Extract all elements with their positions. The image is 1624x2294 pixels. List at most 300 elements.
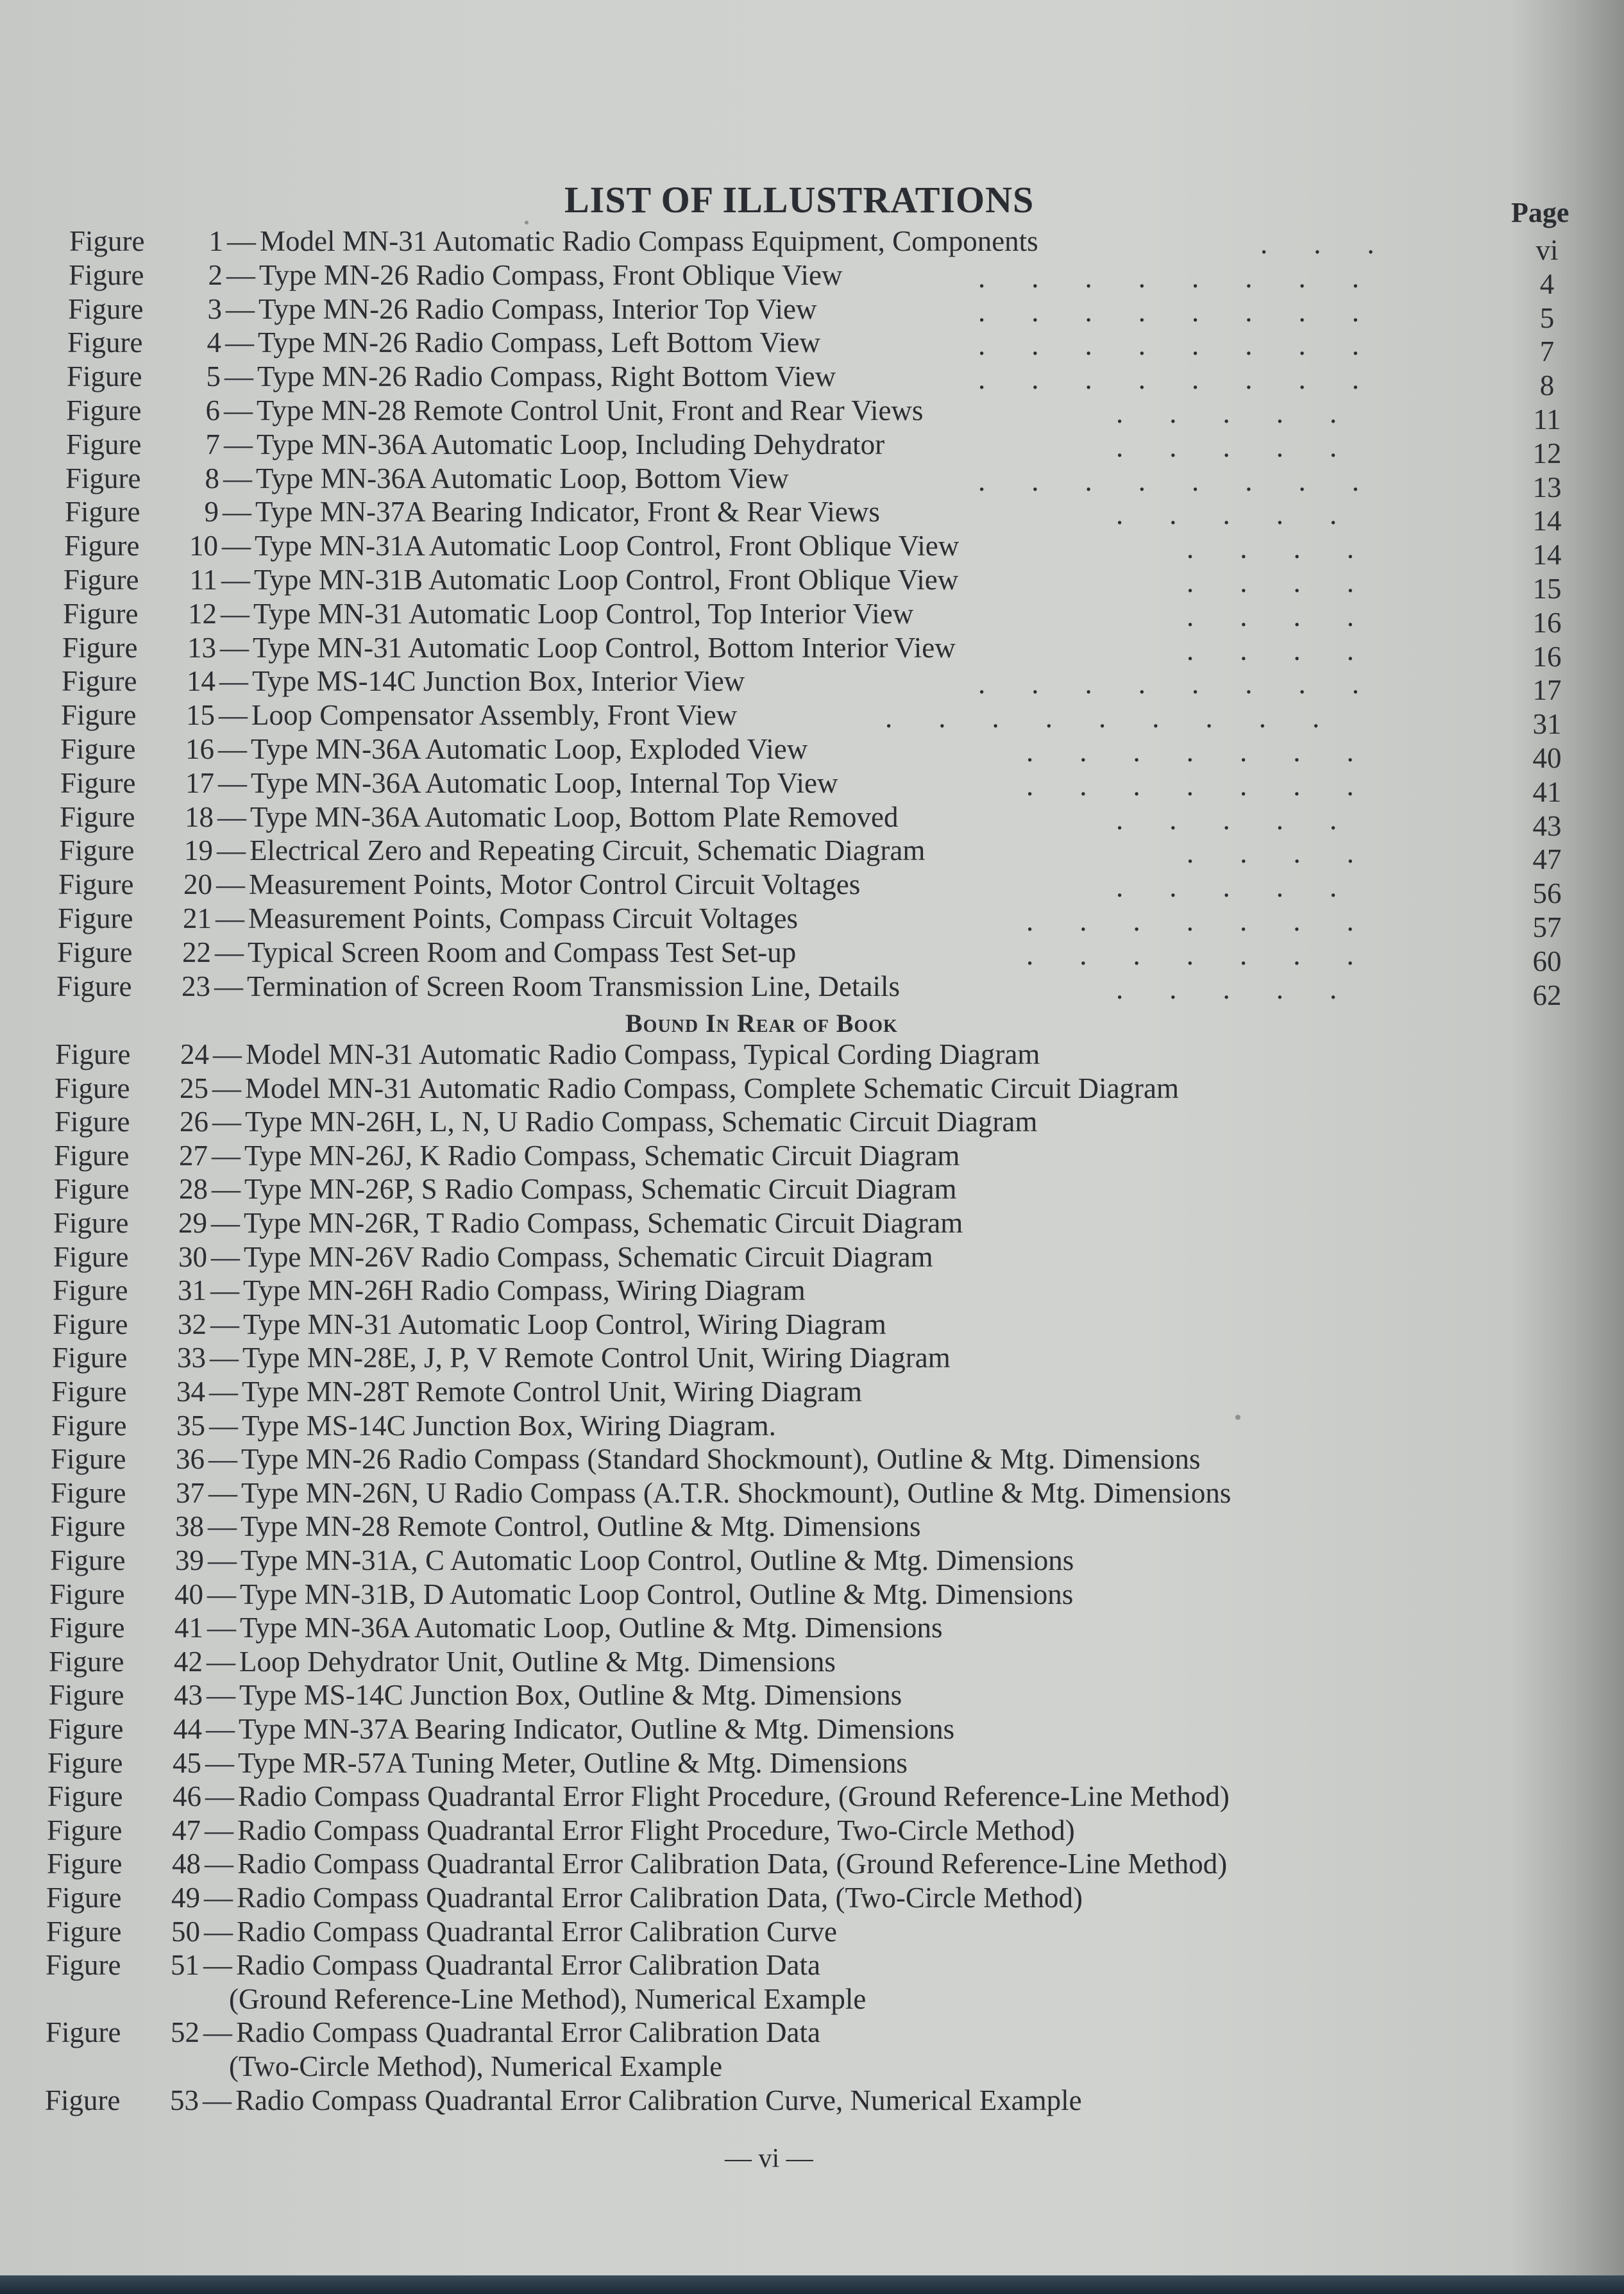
figure-caption: Type MN-31B, D Automatic Loop Control, Outline & Mtg. Dimensions <box>240 1578 1074 1610</box>
figure-number: 9 <box>204 496 219 528</box>
em-dash: — <box>216 902 244 934</box>
page-number: 16 <box>1532 607 1562 639</box>
figure-number: 15 <box>186 699 215 731</box>
figure-row <box>67 326 820 359</box>
figure-row <box>63 563 958 596</box>
dot-leader: .... <box>1187 600 1400 632</box>
dot-leader: ..... <box>1116 431 1383 463</box>
figure-caption: Type MN-31 Automatic Loop Control, Top Interior View <box>253 598 914 630</box>
figure-row <box>62 664 745 698</box>
figure-number: 18 <box>185 801 214 833</box>
page-number: 57 <box>1532 911 1562 943</box>
figure-row <box>65 495 880 528</box>
figure-number: 38 <box>175 1510 204 1542</box>
figure-number: 33 <box>177 1342 206 1374</box>
figure-label: Figure <box>57 936 133 968</box>
figure-caption: Type MN-28 Remote Control, Outline & Mtg. Dimensions <box>241 1510 921 1542</box>
figure-row <box>54 1172 956 1206</box>
figure-number: 23 <box>182 970 210 1002</box>
dot-leader: ....... <box>1026 905 1400 937</box>
figure-label: Figure <box>53 1308 128 1340</box>
figure-caption: Radio Compass Quadrantal Error Flight Procedure, (Ground Reference-Line Method) <box>238 1780 1230 1812</box>
figure-number: 48 <box>172 1848 201 1880</box>
page-bottom-edge <box>0 2275 1624 2294</box>
figure-caption-continuation: (Two-Circle Method), Numerical Example <box>229 2050 723 2082</box>
figure-row <box>46 2016 820 2049</box>
em-dash: — <box>214 970 243 1002</box>
figure-label: Figure <box>46 2016 121 2048</box>
figure-row <box>52 1341 951 1374</box>
figure-label: Figure <box>53 1274 128 1306</box>
figure-row <box>45 2084 1082 2117</box>
figure-label: Figure <box>66 394 142 426</box>
figure-row <box>49 1645 836 1678</box>
figure-label: Figure <box>67 360 142 392</box>
figure-number: 37 <box>176 1477 205 1509</box>
figure-number: 46 <box>173 1780 201 1812</box>
page-number: 11 <box>1533 403 1561 435</box>
dot-leader: ..... <box>1116 498 1383 530</box>
figure-caption: Radio Compass Quadrantal Error Calibration Data <box>236 1949 821 1981</box>
figure-row <box>53 1206 963 1240</box>
figure-label: Figure <box>65 462 141 494</box>
figure-number: 49 <box>171 1882 200 1914</box>
figure-label: Figure <box>47 1848 123 1880</box>
em-dash: — <box>216 868 245 900</box>
figure-row <box>60 800 899 834</box>
figure-number: 11 <box>189 564 217 596</box>
figure-number: 40 <box>174 1578 203 1610</box>
figure-caption: Type MN-36A Automatic Loop, Bottom View <box>256 462 789 494</box>
figure-caption: Type MN-26R, T Radio Compass, Schematic Circuit Diagram <box>244 1207 963 1239</box>
figure-row <box>53 1308 886 1341</box>
em-dash: — <box>211 1207 240 1239</box>
em-dash: — <box>212 1072 241 1104</box>
figure-row <box>60 732 808 766</box>
figure-row <box>51 1375 862 1408</box>
figure-caption-continuation: (Ground Reference-Line Method), Numerical Example <box>229 1983 867 2015</box>
figure-label: Figure <box>60 801 135 833</box>
figure-label: Figure <box>58 868 134 900</box>
em-dash: — <box>204 1882 233 1914</box>
figure-caption: Radio Compass Quadrantal Error Calibration Curve, Numerical Example <box>235 2084 1082 2116</box>
section-header: Bound In Rear of Book <box>625 1009 898 1038</box>
figure-caption: Type MN-26N, U Radio Compass (A.T.R. Shockmount), Outline & Mtg. Dimensions <box>241 1477 1231 1509</box>
figure-caption: Loop Compensator Assembly, Front View <box>251 699 738 731</box>
figure-row <box>68 292 817 326</box>
figure-label: Figure <box>58 902 133 934</box>
em-dash: — <box>223 462 252 494</box>
em-dash: — <box>212 1140 241 1172</box>
page-number: 7 <box>1539 335 1555 367</box>
dot-leader: .... <box>1187 566 1400 598</box>
em-dash: — <box>207 1578 236 1610</box>
page-number: 5 <box>1539 302 1555 334</box>
figure-number: 42 <box>174 1646 203 1678</box>
page-title: LIST OF ILLUSTRATIONS <box>564 179 1035 221</box>
em-dash: — <box>221 598 250 630</box>
figure-label: Figure <box>49 1646 124 1678</box>
figure-caption: Type MN-26 Radio Compass, Front Oblique View <box>259 259 843 291</box>
figure-label: Figure <box>53 1241 129 1273</box>
figure-caption: Type MN-26P, S Radio Compass, Schematic Circuit Diagram <box>244 1173 957 1205</box>
dot-leader: ....... <box>1026 736 1400 768</box>
figure-label: Figure <box>62 665 137 697</box>
page-number: 56 <box>1532 877 1562 909</box>
figure-caption: Type MS-14C Junction Box, Outline & Mtg. Dimensions <box>239 1679 902 1711</box>
figure-label: Figure <box>51 1443 126 1475</box>
page-number: 47 <box>1532 843 1562 875</box>
figure-label: Figure <box>64 530 140 562</box>
figure-caption: Type MN-26J, K Radio Compass, Schematic Circuit Diagram <box>244 1140 960 1172</box>
em-dash: — <box>205 1780 234 1812</box>
em-dash: — <box>224 394 253 426</box>
page-number: 40 <box>1532 742 1562 774</box>
dot-leader: ... <box>1260 228 1421 260</box>
figure-number: 12 <box>188 598 217 630</box>
figure-number: 2 <box>208 259 223 291</box>
figure-row <box>66 394 923 427</box>
figure-label: Figure <box>60 733 136 765</box>
figure-caption: Type MN-36A Automatic Loop, Internal Top View <box>251 767 838 799</box>
figure-label: Figure <box>52 1342 128 1374</box>
figure-caption: Radio Compass Quadrantal Error Calibration Data, (Two-Circle Method) <box>237 1882 1083 1914</box>
figure-number: 22 <box>182 936 211 968</box>
em-dash: — <box>215 936 244 968</box>
figure-caption: Electrical Zero and Repeating Circuit, Schematic Diagram <box>250 834 926 866</box>
dot-leader: ..... <box>1116 871 1383 903</box>
figure-caption: Radio Compass Quadrantal Error Calibration Curve <box>237 1916 838 1948</box>
em-dash: — <box>208 1544 237 1576</box>
figure-number: 47 <box>172 1814 201 1846</box>
figure-row <box>58 902 798 935</box>
figure-row <box>55 1105 1037 1138</box>
figure-label: Figure <box>51 1477 126 1509</box>
figure-number: 43 <box>174 1679 203 1711</box>
em-dash: — <box>218 767 247 799</box>
figure-number: 4 <box>207 326 221 358</box>
em-dash: — <box>223 496 251 528</box>
em-dash: — <box>227 225 256 257</box>
figure-row <box>49 1611 943 1644</box>
page-number: 8 <box>1539 369 1555 401</box>
page-number: 13 <box>1532 471 1562 503</box>
figure-number: 31 <box>178 1274 207 1306</box>
figure-number: 6 <box>205 394 220 426</box>
figure-label: Figure <box>62 632 138 664</box>
dot-leader: ......... <box>885 702 1366 734</box>
figure-caption: Type MN-31B Automatic Loop Control, Front Oblique View <box>254 564 959 596</box>
em-dash: — <box>212 1106 241 1138</box>
em-dash: — <box>208 1477 237 1509</box>
figure-row <box>59 834 925 867</box>
page-number: 41 <box>1532 776 1562 808</box>
figure-row <box>62 631 956 664</box>
figure-row <box>63 597 913 630</box>
em-dash: — <box>205 1848 233 1880</box>
figure-label: Figure <box>48 1713 124 1745</box>
dot-leader: ....... <box>1026 770 1400 802</box>
figure-number: 17 <box>185 767 214 799</box>
em-dash: — <box>212 1173 241 1205</box>
em-dash: — <box>210 1274 239 1306</box>
figure-number: 36 <box>176 1443 205 1475</box>
figure-number: 45 <box>173 1747 201 1779</box>
em-dash: — <box>217 801 246 833</box>
figure-row <box>50 1544 1074 1577</box>
em-dash: — <box>207 1679 235 1711</box>
figure-label: Figure <box>53 1207 129 1239</box>
figure-number: 52 <box>171 2016 199 2048</box>
figure-caption: Type MN-28T Remote Control Unit, Wiring Diagram <box>242 1376 862 1408</box>
figure-caption: Type MN-26 Radio Compass, Left Bottom View <box>258 326 820 358</box>
figure-caption: Radio Compass Quadrantal Error Flight Procedure, Two-Circle Method) <box>237 1814 1075 1846</box>
figure-label: Figure <box>66 428 142 460</box>
figure-label: Figure <box>47 1814 123 1846</box>
em-dash: — <box>219 665 248 697</box>
dot-leader: ....... <box>1026 939 1400 971</box>
figure-row <box>47 1814 1075 1847</box>
figure-caption: Termination of Screen Room Transmission Line, Details <box>247 970 900 1002</box>
figure-caption: Type MN-26V Radio Compass, Schematic Circuit Diagram <box>244 1241 933 1273</box>
page-number: 60 <box>1532 945 1562 977</box>
page-number: 15 <box>1532 573 1562 605</box>
em-dash: — <box>211 1241 240 1273</box>
dot-leader: .... <box>1187 532 1400 564</box>
dot-leader: ........ <box>978 363 1405 395</box>
figure-number: 20 <box>183 868 212 900</box>
page-number: 31 <box>1532 708 1562 740</box>
figure-row <box>47 1847 1227 1880</box>
figure-row <box>54 1139 960 1172</box>
page-number: 16 <box>1532 641 1562 673</box>
figure-label: Figure <box>61 699 137 731</box>
figure-caption: Type MN-36A Automatic Loop, Bottom Plate Removed <box>250 801 899 833</box>
page-number: 43 <box>1532 810 1562 842</box>
em-dash: — <box>210 1308 239 1340</box>
figure-caption: Radio Compass Quadrantal Error Calibration Data <box>236 2016 821 2048</box>
page-number: 14 <box>1532 539 1562 571</box>
figure-caption: Type MN-36A Automatic Loop, Including Dehydrator <box>257 428 885 460</box>
em-dash: — <box>219 699 248 731</box>
figure-row <box>64 529 959 562</box>
paper-spot <box>525 221 529 224</box>
figure-number: 16 <box>185 733 214 765</box>
figure-caption: Type MN-37A Bearing Indicator, Outline & Mtg. Dimensions <box>239 1713 955 1745</box>
figure-caption: Type MN-26H, L, N, U Radio Compass, Schematic Circuit Diagram <box>245 1106 1038 1138</box>
em-dash: — <box>210 1342 239 1374</box>
page-number: vi <box>1535 234 1559 266</box>
figure-label: Figure <box>55 1072 130 1104</box>
paper-spot <box>1235 1415 1240 1420</box>
figure-number: 1 <box>208 225 223 257</box>
figure-row <box>49 1578 1073 1611</box>
em-dash: — <box>224 360 253 392</box>
figure-number: 34 <box>176 1376 205 1408</box>
figure-caption: Type MS-14C Junction Box, Interior View <box>252 665 745 697</box>
figure-row <box>66 428 884 461</box>
figure-row <box>58 868 860 901</box>
figure-caption: Type MN-31A, C Automatic Loop Control, Outline & Mtg. Dimensions <box>241 1544 1074 1576</box>
figure-row <box>55 1038 1040 1071</box>
dot-leader: ..... <box>1116 397 1383 429</box>
em-dash: — <box>221 564 250 596</box>
figure-caption: Type MN-26 Radio Compass, Right Bottom View <box>257 360 836 392</box>
figure-row <box>46 1881 1083 1914</box>
figure-label: Figure <box>56 970 132 1002</box>
figure-label: Figure <box>49 1578 125 1610</box>
figure-caption: Type MN-36A Automatic Loop, Exploded View <box>251 733 808 765</box>
figure-number: 44 <box>173 1713 202 1745</box>
figure-caption: Type MN-36A Automatic Loop, Outline & Mtg. Dimensions <box>240 1612 943 1644</box>
dot-leader: .... <box>1187 634 1400 666</box>
em-dash: — <box>208 1443 237 1475</box>
figure-number: 35 <box>176 1410 205 1442</box>
figure-number: 41 <box>174 1612 203 1644</box>
figure-number: 13 <box>187 632 216 664</box>
em-dash: — <box>226 259 255 291</box>
page-column-header: Page <box>1511 197 1569 228</box>
em-dash: — <box>203 2084 232 2116</box>
page-number: 62 <box>1532 979 1562 1011</box>
em-dash: — <box>220 632 249 664</box>
em-dash: — <box>224 428 253 460</box>
figure-caption: Typical Screen Room and Compass Test Set-up <box>248 936 797 968</box>
page-number-footer: — vi — <box>725 2144 813 2173</box>
figure-row <box>57 936 796 969</box>
figure-label: Figure <box>63 598 139 630</box>
figure-label: Figure <box>68 293 144 325</box>
figure-caption: Type MN-37A Bearing Indicator, Front & Rear Views <box>255 496 880 528</box>
figure-caption: Model MN-31 Automatic Radio Compass, Complete Schematic Circuit Diagram <box>245 1072 1180 1104</box>
figure-number: 10 <box>189 530 218 562</box>
figure-row <box>55 1072 1179 1105</box>
figure-number: 29 <box>178 1207 207 1239</box>
figure-caption: Measurement Points, Motor Control Circuit Voltages <box>249 868 861 900</box>
figure-label: Figure <box>55 1106 130 1138</box>
figure-row <box>51 1476 1231 1510</box>
figure-number: 7 <box>205 428 220 460</box>
figure-caption: Type MN-31 Automatic Loop Control, Wiring Diagram <box>243 1308 886 1340</box>
figure-number: 8 <box>205 462 219 494</box>
dot-leader: ........ <box>978 465 1405 497</box>
figure-label: Figure <box>69 225 145 257</box>
figure-label: Figure <box>67 326 143 358</box>
page-number: 17 <box>1532 674 1562 706</box>
figure-caption: Type MS-14C Junction Box, Wiring Diagram. <box>242 1410 776 1442</box>
figure-label: Figure <box>55 1038 131 1070</box>
figure-row <box>69 258 843 292</box>
figure-row <box>53 1240 933 1274</box>
figure-number: 14 <box>187 665 216 697</box>
figure-number: 50 <box>171 1916 200 1948</box>
figure-row <box>47 1780 1230 1813</box>
figure-caption: Measurement Points, Compass Circuit Voltages <box>248 902 799 934</box>
figure-label: Figure <box>59 834 135 866</box>
em-dash: — <box>205 1814 233 1846</box>
figure-caption: Type MN-28 Remote Control Unit, Front and Rear Views <box>257 394 924 426</box>
figure-caption: Radio Compass Quadrantal Error Calibration Data, (Ground Reference-Line Method) <box>237 1848 1228 1880</box>
figure-number: 24 <box>180 1038 209 1070</box>
figure-label: Figure <box>50 1544 126 1576</box>
figure-row <box>60 766 838 800</box>
figure-number: 27 <box>179 1140 208 1172</box>
figure-number: 53 <box>170 2084 199 2116</box>
dot-leader: ........ <box>978 329 1405 361</box>
em-dash: — <box>209 1410 238 1442</box>
figure-label: Figure <box>69 259 144 291</box>
figure-number: 32 <box>178 1308 207 1340</box>
figure-number: 21 <box>183 902 212 934</box>
em-dash: — <box>209 1376 238 1408</box>
figure-row <box>46 1948 820 1982</box>
dot-leader: ........ <box>978 262 1405 294</box>
figure-label: Figure <box>63 564 139 596</box>
page-number: 4 <box>1539 268 1555 300</box>
figure-row <box>65 462 789 495</box>
em-dash: — <box>205 1747 234 1779</box>
figure-row <box>56 970 900 1003</box>
figure-label: Figure <box>46 1916 122 1948</box>
page-number: 14 <box>1532 505 1562 537</box>
dot-leader: ..... <box>1116 804 1383 836</box>
page-number: 12 <box>1532 437 1562 469</box>
em-dash: — <box>204 1916 233 1948</box>
figure-caption: Type MN-26 Radio Compass, Interior Top View <box>258 293 817 325</box>
figure-caption: Type MN-26H Radio Compass, Wiring Diagram <box>243 1274 806 1306</box>
figure-label: Figure <box>49 1612 125 1644</box>
dot-leader: .... <box>1187 837 1400 869</box>
figure-row <box>50 1510 921 1543</box>
figure-number: 26 <box>180 1106 208 1138</box>
figure-row <box>61 698 737 732</box>
figure-number: 39 <box>175 1544 204 1576</box>
figure-label: Figure <box>46 1949 121 1981</box>
figure-label: Figure <box>46 1882 122 1914</box>
figure-row <box>67 360 836 393</box>
em-dash: — <box>222 530 251 562</box>
figure-number: 51 <box>171 1949 199 1981</box>
figure-row <box>69 224 1038 258</box>
figure-row <box>49 1678 902 1712</box>
em-dash: — <box>208 1510 237 1542</box>
em-dash: — <box>218 733 247 765</box>
em-dash: — <box>206 1713 235 1745</box>
figure-caption: Type MR-57A Tuning Meter, Outline & Mtg. Dimensions <box>238 1747 908 1779</box>
em-dash: — <box>207 1612 236 1644</box>
figure-caption: Type MN-31 Automatic Loop Control, Bottom Interior View <box>253 632 956 664</box>
figure-label: Figure <box>49 1679 124 1711</box>
figure-label: Figure <box>47 1747 123 1779</box>
figure-row <box>51 1409 776 1442</box>
figure-row <box>46 1915 837 1948</box>
figure-number: 28 <box>179 1173 208 1205</box>
figure-label: Figure <box>51 1376 127 1408</box>
figure-label: Figure <box>51 1410 127 1442</box>
em-dash: — <box>225 326 254 358</box>
figure-row <box>48 1712 954 1746</box>
figure-label: Figure <box>50 1510 126 1542</box>
em-dash: — <box>203 1949 232 1981</box>
figure-label: Figure <box>54 1173 130 1205</box>
figure-number: 5 <box>206 360 221 392</box>
em-dash: — <box>226 293 255 325</box>
figure-label: Figure <box>54 1140 130 1172</box>
figure-caption: Model MN-31 Automatic Radio Compass, Typical Cording Diagram <box>246 1038 1040 1070</box>
dot-leader: ........ <box>978 668 1405 700</box>
figure-number: 19 <box>184 834 213 866</box>
figure-caption: Type MN-26 Radio Compass (Standard Shockmount), Outline & Mtg. Dimensions <box>241 1443 1201 1475</box>
